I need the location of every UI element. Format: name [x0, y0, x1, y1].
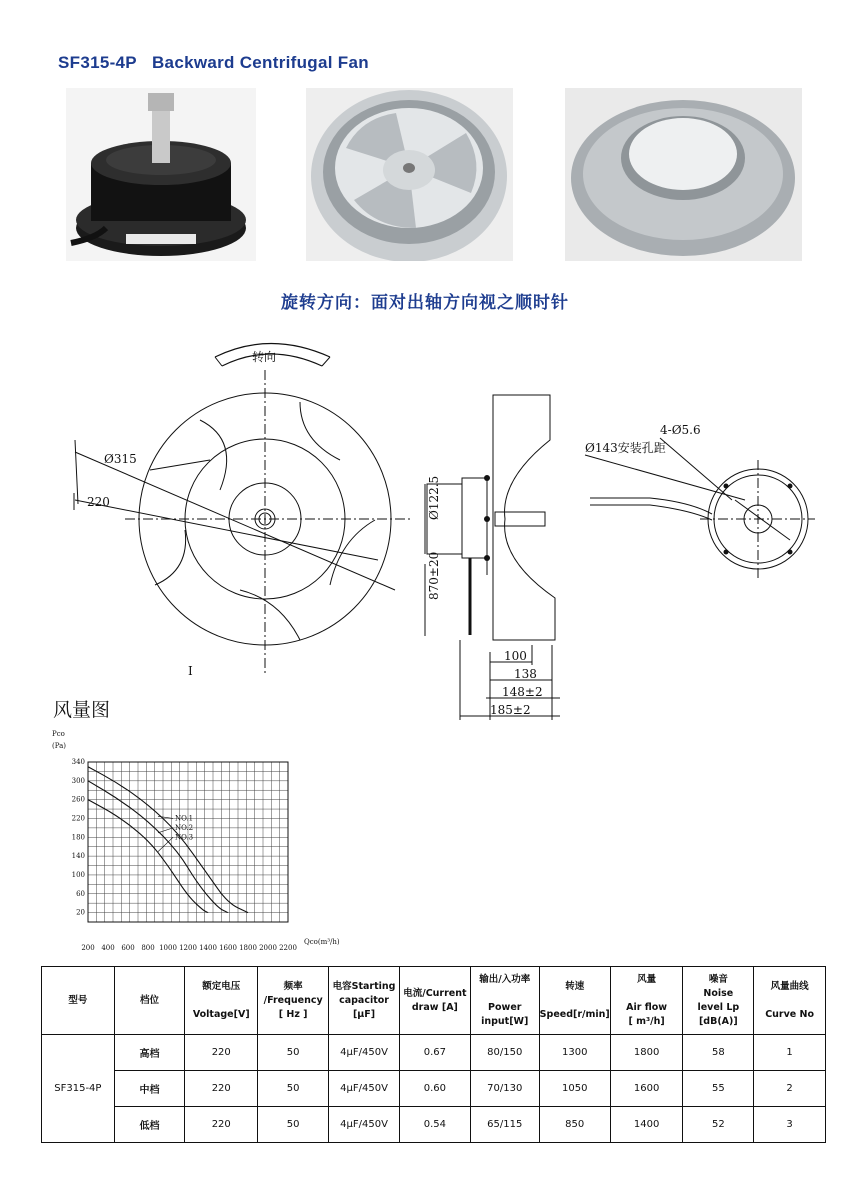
dim-220: 220	[87, 495, 110, 509]
product-name: Backward Centrifugal Fan	[151, 53, 369, 72]
dim-outer-diameter: Ø315	[104, 452, 137, 466]
cell-level: 高档	[114, 1035, 185, 1071]
y-tick-label: 60	[76, 889, 85, 898]
th-airflow: 风量 Air flow [ m³/h]	[610, 967, 683, 1035]
x-tick-label: 1000	[159, 944, 177, 950]
technical-drawing	[0, 330, 850, 730]
y-tick-label: 260	[71, 795, 85, 804]
cell-frequency: 50	[258, 1035, 329, 1071]
cell-voltage: 220	[185, 1107, 258, 1143]
cell-voltage: 220	[185, 1035, 258, 1071]
cell-noise: 52	[683, 1107, 754, 1143]
th-speed: 转速 Speed[r/min]	[539, 967, 610, 1035]
rotation-label: 转向	[251, 350, 277, 364]
y-tick-label: 140	[71, 852, 85, 861]
series-label: NO.2	[175, 823, 194, 832]
series-label: NO.3	[175, 833, 194, 842]
y-tick-label: 20	[76, 908, 85, 917]
rotation-note: 旋转方向：面对出轴方向视之顺时针	[281, 293, 569, 313]
dim-148: 148±2	[502, 685, 543, 699]
model-name: SF315-4P	[58, 53, 137, 72]
x-tick-label: 200	[81, 944, 95, 950]
inlet-ring-photo	[565, 88, 802, 261]
cell-level: 中档	[114, 1071, 185, 1107]
cell-power: 65/115	[470, 1107, 539, 1143]
series-leader	[158, 828, 173, 833]
x-tick-label: 800	[141, 944, 155, 950]
x-tick-label: 1400	[199, 944, 217, 950]
y-tick-label: 180	[71, 833, 85, 842]
dim-100: 100	[504, 649, 527, 663]
cell-power: 70/130	[470, 1071, 539, 1107]
cell-speed: 1050	[539, 1071, 610, 1107]
cell-curve: 3	[754, 1107, 826, 1143]
th-curve: 风量曲线 Curve No	[754, 967, 826, 1035]
cell-model: SF315-4P	[42, 1035, 115, 1143]
cell-curve: 1	[754, 1035, 826, 1071]
x-tick-label: 1800	[239, 944, 257, 950]
th-noise: 噪音 Noise level Lp [dB(A)]	[683, 967, 754, 1035]
airflow-title: 风量图	[53, 699, 111, 721]
x-tick-label: 400	[101, 944, 115, 950]
cell-speed: 1300	[539, 1035, 610, 1071]
th-power: 输出/入功率 Power input[W]	[470, 967, 539, 1035]
x-tick-label: 1200	[179, 944, 197, 950]
series-leader	[158, 816, 173, 818]
cell-voltage: 220	[185, 1071, 258, 1107]
cell-capacitor: 4μF/450V	[329, 1071, 400, 1107]
dim-185: 185±2	[490, 703, 531, 717]
y-tick-label: 300	[71, 776, 85, 785]
x-tick-label: 2000	[259, 944, 277, 950]
cell-curve: 2	[754, 1071, 826, 1107]
spec-table	[41, 966, 826, 1143]
th-frequency: 频率 /Frequency [ Hz ]	[258, 967, 329, 1035]
table-row	[42, 1071, 826, 1107]
series-line-1	[88, 767, 248, 913]
cell-noise: 55	[683, 1071, 754, 1107]
cell-level: 低档	[114, 1107, 185, 1143]
table-row	[42, 1107, 826, 1143]
holes-label: 4-Ø5.6	[660, 423, 701, 437]
dim-hub-diameter: Ø122.5	[427, 475, 441, 520]
cell-current: 0.60	[399, 1071, 470, 1107]
motor-photo	[66, 88, 256, 261]
mount-circle-label: Ø143安装孔距	[585, 441, 666, 455]
x-tick-label: 2200	[279, 944, 297, 950]
th-current: 电流/Current draw [A]	[399, 967, 470, 1035]
cell-capacitor: 4μF/450V	[329, 1035, 400, 1071]
dim-cable-length: 870±20	[427, 551, 441, 600]
cell-current: 0.67	[399, 1035, 470, 1071]
cell-power: 80/150	[470, 1035, 539, 1071]
series-label: NO.1	[175, 814, 194, 823]
x-axis-label: Qco(m³/h)	[304, 938, 340, 946]
page-title	[58, 53, 369, 73]
table-header-row	[42, 967, 826, 1035]
th-level: 档位	[114, 967, 185, 1035]
cell-current: 0.54	[399, 1107, 470, 1143]
cell-speed: 850	[539, 1107, 610, 1143]
cell-capacitor: 4μF/450V	[329, 1107, 400, 1143]
airflow-chart	[40, 720, 370, 950]
x-tick-label: 600	[121, 944, 135, 950]
cell-frequency: 50	[258, 1107, 329, 1143]
cell-airflow: 1800	[610, 1035, 683, 1071]
y-axis-label: Pco	[52, 730, 65, 738]
cell-frequency: 50	[258, 1071, 329, 1107]
y-tick-label: 340	[71, 758, 85, 766]
th-voltage: 额定电压 Voltage[V]	[185, 967, 258, 1035]
y-tick-label: 220	[71, 814, 85, 823]
x-tick-label: 1600	[219, 944, 237, 950]
cell-airflow: 1600	[610, 1071, 683, 1107]
y-axis-unit: (Pa)	[52, 742, 67, 750]
mark-i: I	[188, 664, 193, 678]
impeller-photo	[306, 88, 513, 261]
dim-138: 138	[514, 667, 537, 681]
y-tick-label: 100	[71, 870, 85, 879]
th-capacitor: 电容Starting capacitor [μF]	[329, 967, 400, 1035]
th-model: 型号	[42, 967, 115, 1035]
cell-airflow: 1400	[610, 1107, 683, 1143]
cell-noise: 58	[683, 1035, 754, 1071]
table-row	[42, 1035, 826, 1071]
